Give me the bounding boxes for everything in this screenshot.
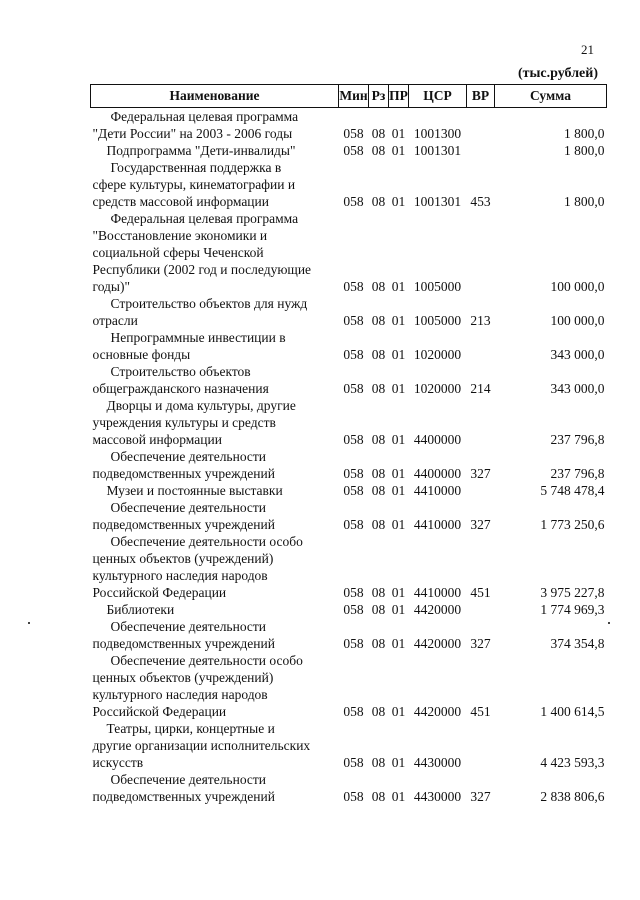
cell-vr [467,482,495,499]
cell-sum: 2 838 806,6 [540,789,605,804]
cell-sum: 1 773 250,6 [540,517,605,532]
row-name [91,210,339,295]
cell-csr: 4420000 [413,636,462,651]
cell-csr: 4430000 [413,755,462,770]
cell-rz: 08 [371,789,386,804]
table-row [91,533,607,601]
cell-pr: 01 [391,381,406,396]
cell-min: 058 [343,313,364,328]
row-name-line: подведомственных учреждений [92,789,275,804]
row-name-line: учреждения культуры и средств [92,415,276,430]
cell-pr: 01 [391,789,406,804]
row-name-line: Подпрограмма "Дети-инвалиды" [106,143,296,158]
table-row [91,601,607,618]
cell-pr: 01 [391,585,406,600]
table-row [91,159,607,210]
row-name [91,601,339,618]
cell-pr: 01 [391,347,406,362]
cell-vr [467,142,495,159]
cell-pr: 01 [391,194,406,209]
table-row [91,720,607,771]
row-name [91,142,339,159]
cell-rz: 08 [371,483,386,498]
cell-sum: 1 400 614,5 [540,704,605,719]
cell-csr: 4410000 [413,483,462,498]
row-name [91,618,339,652]
cell-rz: 08 [371,313,386,328]
table-row [91,142,607,159]
cell-pr: 01 [391,126,406,141]
row-name-line: Строительство объектов для нужд [110,296,308,311]
row-name-line: ценных объектов (учреждений) [92,551,274,566]
table-header-row [91,85,607,108]
cell-min: 058 [343,636,364,651]
row-name [91,499,339,533]
table-body [91,108,607,806]
cell-pr: 01 [391,704,406,719]
row-name-line: массовой информации [92,432,222,447]
row-name-line: культурного наследия народов [92,568,268,583]
cell-sum: 237 796,8 [550,432,605,447]
table-row [91,771,607,805]
row-name-line: социальной сферы Чеченской [92,245,264,260]
cell-vr [467,601,495,618]
cell-min: 058 [343,432,364,447]
cell-vr [467,720,495,771]
cell-csr: 1001300 [413,126,462,141]
row-name [91,533,339,601]
cell-min: 058 [343,279,364,294]
row-name [91,482,339,499]
row-name-line: Обеспечение деятельности [110,500,267,515]
cell-csr: 4430000 [413,789,462,804]
cell-sum: 1 800,0 [564,194,605,209]
cell-sum: 4 423 593,3 [540,755,605,770]
cell-vr: 453 [470,194,491,209]
cell-min: 058 [343,704,364,719]
cell-vr [467,108,495,143]
row-name-line: Строительство объектов [110,364,251,379]
cell-vr: 214 [470,381,491,396]
table-row [91,397,607,448]
cell-vr: 327 [470,517,491,532]
cell-min: 058 [343,143,364,158]
row-name-line: сфере культуры, кинематографии и [92,177,296,192]
cell-csr: 4400000 [413,466,462,481]
cell-sum: 374 354,8 [550,636,605,651]
row-name-line: "Дети России" на 2003 - 2006 годы [92,126,293,141]
row-name-line: подведомственных учреждений [92,517,275,532]
margin-mark [28,622,30,624]
cell-csr: 4410000 [413,517,462,532]
row-name [91,363,339,397]
header-sum: Сумма [495,85,607,108]
cell-min: 058 [343,517,364,532]
cell-pr: 01 [391,483,406,498]
row-name-line: общегражданского назначения [92,381,269,396]
cell-rz: 08 [371,517,386,532]
cell-min: 058 [343,381,364,396]
table-row [91,652,607,720]
cell-sum: 343 000,0 [550,347,605,362]
cell-vr: 327 [470,789,491,804]
cell-sum: 1 800,0 [564,143,605,158]
row-name [91,448,339,482]
cell-csr: 1001301 [413,194,462,209]
header-csr: ЦСР [409,85,467,108]
header-pr: ПР [389,85,409,108]
table-row [91,448,607,482]
cell-vr [467,210,495,295]
cell-pr: 01 [391,602,406,617]
row-name-line: Обеспечение деятельности особо [110,534,303,549]
table-row [91,329,607,363]
cell-rz: 08 [371,602,386,617]
header-rz: Рз [369,85,389,108]
cell-rz: 08 [371,755,386,770]
table-row [91,363,607,397]
row-name [91,295,339,329]
table-row [91,499,607,533]
cell-sum: 5 748 478,4 [540,483,605,498]
row-name [91,720,339,771]
cell-rz: 08 [371,466,386,481]
row-name-line: Библиотеки [106,602,175,617]
cell-vr: 327 [470,466,491,481]
cell-csr: 1005000 [413,313,462,328]
cell-csr: 1005000 [413,279,462,294]
cell-min: 058 [343,347,364,362]
cell-min: 058 [343,126,364,141]
row-name-line: подведомственных учреждений [92,636,275,651]
cell-vr [467,397,495,448]
row-name-line: Музеи и постоянные выставки [106,483,283,498]
cell-vr: 327 [470,636,491,651]
table-row [91,482,607,499]
table-row [91,295,607,329]
cell-sum: 237 796,8 [550,466,605,481]
cell-csr: 4420000 [413,602,462,617]
row-name [91,159,339,210]
cell-rz: 08 [371,126,386,141]
cell-sum: 100 000,0 [550,279,605,294]
row-name-line: годы)" [92,279,131,294]
row-name-line: искусств [92,755,144,770]
cell-min: 058 [343,194,364,209]
cell-rz: 08 [371,194,386,209]
cell-csr: 1020000 [413,381,462,396]
cell-vr: 451 [470,585,491,600]
row-name-line: другие организации исполнительских [92,738,311,753]
cell-min: 058 [343,483,364,498]
cell-pr: 01 [391,636,406,651]
cell-rz: 08 [371,279,386,294]
row-name-line: Обеспечение деятельности особо [110,653,303,668]
cell-pr: 01 [391,279,406,294]
row-name-line: Республики (2002 год и последующие [92,262,312,277]
cell-min: 058 [343,755,364,770]
row-name-line: Российской Федерации [92,585,227,600]
cell-csr: 1001301 [413,143,462,158]
table-row [91,618,607,652]
row-name [91,108,339,143]
cell-sum: 1 800,0 [564,126,605,141]
row-name-line: Обеспечение деятельности [110,449,267,464]
cell-sum: 100 000,0 [550,313,605,328]
row-name-line: Российской Федерации [92,704,227,719]
cell-sum: 1 774 969,3 [540,602,605,617]
row-name-line: Федеральная целевая программа [110,109,299,124]
table-row [91,108,607,143]
cell-pr: 01 [391,755,406,770]
cell-sum: 343 000,0 [550,381,605,396]
cell-pr: 01 [391,143,406,158]
row-name-line: подведомственных учреждений [92,466,275,481]
cell-vr: 213 [470,313,491,328]
header-vr: ВР [467,85,495,108]
cell-rz: 08 [371,347,386,362]
cell-pr: 01 [391,517,406,532]
cell-rz: 08 [371,432,386,447]
cell-rz: 08 [371,143,386,158]
cell-rz: 08 [371,636,386,651]
row-name-line: Непрограммные инвестиции в [110,330,286,345]
cell-min: 058 [343,466,364,481]
cell-rz: 08 [371,704,386,719]
row-name-line: Государственная поддержка в [110,160,282,175]
row-name [91,652,339,720]
row-name [91,329,339,363]
cell-min: 058 [343,585,364,600]
page-number: 21 [581,42,594,57]
row-name-line: Театры, цирки, концертные и [106,721,275,736]
row-name-line: основные фонды [92,347,191,362]
row-name [91,771,339,805]
margin-mark [608,622,610,624]
cell-pr: 01 [391,313,406,328]
cell-csr: 1020000 [413,347,462,362]
cell-vr [467,329,495,363]
cell-pr: 01 [391,432,406,447]
cell-vr: 451 [470,704,491,719]
header-name: Наименование [91,85,339,108]
table-row [91,210,607,295]
cell-pr: 01 [391,466,406,481]
row-name-line: культурного наследия народов [92,687,268,702]
row-name-line: отрасли [92,313,138,328]
cell-min: 058 [343,602,364,617]
cell-csr: 4410000 [413,585,462,600]
units-label: (тыс.рублей) [517,66,598,81]
header-min: Мин [339,85,369,108]
row-name-line: Обеспечение деятельности [110,619,267,634]
row-name-line: Федеральная целевая программа [110,211,299,226]
row-name-line: средств массовой информации [92,194,269,209]
cell-rz: 08 [371,381,386,396]
cell-csr: 4420000 [413,704,462,719]
row-name [91,397,339,448]
row-name-line: Дворцы и дома культуры, другие [106,398,296,413]
row-name-line: "Восстановление экономики и [92,228,268,243]
cell-rz: 08 [371,585,386,600]
cell-sum: 3 975 227,8 [540,585,605,600]
row-name-line: ценных объектов (учреждений) [92,670,274,685]
cell-min: 058 [343,789,364,804]
budget-table [90,84,607,805]
cell-csr: 4400000 [413,432,462,447]
row-name-line: Обеспечение деятельности [110,772,267,787]
